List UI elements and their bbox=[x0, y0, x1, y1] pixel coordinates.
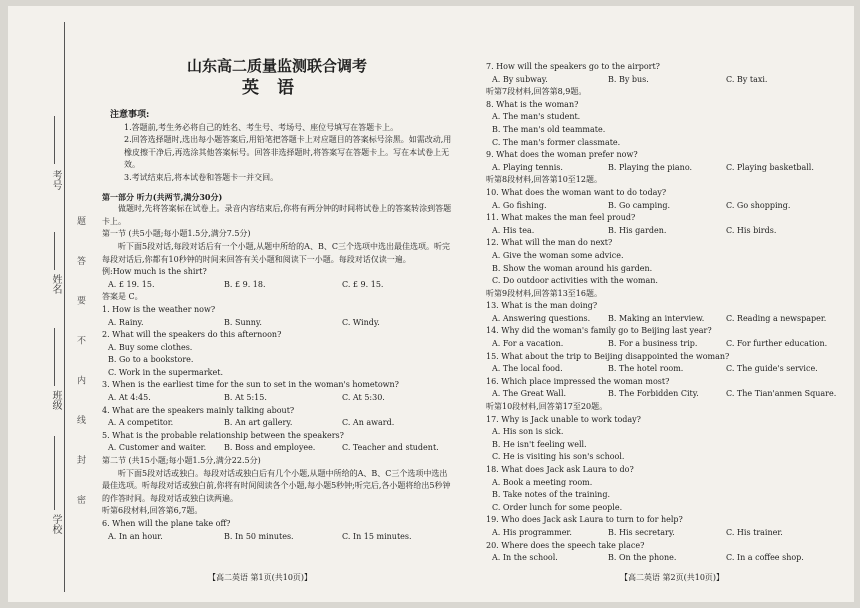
exam-number-label: 考号 bbox=[50, 170, 61, 190]
exam-number-blank bbox=[54, 116, 55, 164]
option: A. Book a meeting room. bbox=[492, 477, 593, 487]
option: C. The Tian'anmen Square. bbox=[726, 389, 837, 399]
binding-margin bbox=[8, 6, 94, 602]
option: C. His birds. bbox=[726, 225, 777, 235]
option: C. Work in the supermarket. bbox=[108, 367, 223, 377]
option: C. Reading a newspaper. bbox=[726, 313, 827, 323]
option: A. The man's student. bbox=[492, 112, 581, 122]
option: B. Playing the piano. bbox=[608, 162, 693, 172]
question-4-options bbox=[102, 417, 452, 430]
question-19-options bbox=[486, 527, 846, 540]
option: B. For a business trip. bbox=[608, 339, 698, 349]
option: A. Rainy. bbox=[108, 317, 144, 327]
option: C. In 15 minutes. bbox=[342, 531, 412, 541]
option: C. Go shopping. bbox=[726, 200, 791, 210]
option: A. £ 19. 15. bbox=[108, 279, 155, 289]
option: A. The local food. bbox=[492, 364, 563, 374]
option: A. In the school. bbox=[492, 553, 558, 563]
option: B. Go camping. bbox=[608, 200, 671, 210]
right-page bbox=[486, 61, 846, 565]
question-1-options bbox=[102, 317, 452, 330]
question-3-options bbox=[102, 392, 452, 405]
page-footer-left: 【高二英语 第1页(共10页)】 bbox=[208, 573, 313, 582]
option: B. His secretary. bbox=[608, 527, 675, 537]
option: A. His programmer. bbox=[492, 527, 572, 537]
option: C. By taxi. bbox=[726, 74, 768, 84]
question-16-options bbox=[486, 388, 846, 401]
school-label: 学校 bbox=[50, 514, 61, 534]
option: C. He is visiting his son's school. bbox=[492, 452, 625, 462]
option: C. Windy. bbox=[342, 317, 380, 327]
class-blank bbox=[54, 328, 55, 386]
question-20: 20. Where does the speech take place? bbox=[486, 540, 645, 550]
question-11: 11. What makes the man feel proud? bbox=[486, 213, 636, 223]
question-8: 8. What is the woman? bbox=[486, 99, 579, 109]
question-9-options bbox=[486, 162, 846, 175]
binding-line bbox=[64, 22, 65, 592]
option: A. His son is sick. bbox=[492, 427, 564, 437]
option: A. Give the woman some advice. bbox=[492, 250, 624, 260]
option: A. Playing tennis. bbox=[492, 162, 563, 172]
section-two-note: 听下面5段对话或独白。每段对话或独白后有几个小题,从题中所给的A、B、C三个选项中选出最佳选项。听每段对话或独白前,你将有时间阅读各个小题,每小题5秒钟;听完后,各小题将给出5秒钟的作答时间。每段对话或独白读两遍。 bbox=[102, 468, 451, 503]
question-10-options bbox=[486, 200, 846, 213]
name-blank bbox=[54, 232, 55, 270]
option: A. Buy some clothes. bbox=[108, 342, 193, 352]
option: C. £ 9. 15. bbox=[342, 279, 384, 289]
question-10: 10. What does the woman want to do today? bbox=[486, 187, 667, 197]
school-blank bbox=[54, 436, 55, 510]
page-footer-right: 【高二英语 第2页(共10页)】 bbox=[620, 573, 725, 582]
option: B. His garden. bbox=[608, 225, 667, 235]
question-11-options bbox=[486, 225, 846, 238]
option: C. At 5:30. bbox=[342, 393, 385, 403]
exam-sheet bbox=[8, 6, 854, 602]
question-19: 19. Who does Jack ask Laura to turn to for help? bbox=[486, 515, 683, 525]
question-18: 18. What does Jack ask Laura to do? bbox=[486, 465, 634, 474]
part-one-note: 做题时,先将答案标在试卷上。录音内容结束后,你将有两分钟的时间将试卷上的答案转涂到答题卡上。 bbox=[102, 204, 452, 226]
option: B. On the phone. bbox=[608, 553, 677, 563]
example-answer: 答案是 C。 bbox=[102, 292, 143, 302]
option: A. His tea. bbox=[492, 225, 535, 235]
question-6-options bbox=[102, 531, 452, 544]
section-one-heading: 第一节 (共5小题;每小题1.5分,满分7.5分) bbox=[102, 229, 251, 239]
seal-line-text: 题 答 要 不 内 线 封 密 bbox=[75, 216, 85, 519]
question-20-options bbox=[486, 552, 846, 565]
question-6: 6. When will the plane take off? bbox=[102, 519, 231, 528]
subject-title: 英语 bbox=[242, 78, 312, 98]
option: B. The hotel room. bbox=[608, 364, 684, 374]
question-1: 1. How is the weather now? bbox=[102, 304, 216, 314]
option: B. Show the woman around his garden. bbox=[492, 263, 653, 273]
question-15: 15. What about the trip to Beijing disappointed the woman? bbox=[486, 351, 730, 361]
question-3: 3. When is the earliest time for the sun to set in the woman's hometown? bbox=[102, 380, 399, 390]
option: C. Order lunch for some people. bbox=[492, 502, 623, 512]
option: A. A competitor. bbox=[108, 418, 174, 428]
question-15-options bbox=[486, 363, 846, 376]
question-2: 2. What will the speakers do this afternoon? bbox=[102, 330, 282, 340]
question-13-options bbox=[486, 313, 846, 326]
option: A. At 4:45. bbox=[108, 393, 151, 403]
question-7: 7. How will the speakers go to the airport? bbox=[486, 62, 660, 71]
question-17: 17. Why is Jack unable to work today? bbox=[486, 414, 641, 424]
option: B. The man's old teammate. bbox=[492, 124, 606, 134]
option: B. The Forbidden City. bbox=[608, 389, 699, 399]
option: B. £ 9. 18. bbox=[224, 279, 266, 289]
option: B. Making an interview. bbox=[608, 313, 705, 323]
option: C. The man's former classmate. bbox=[492, 137, 621, 147]
notes-heading: 注意事项: bbox=[110, 110, 150, 120]
option: B. At 5:15. bbox=[224, 393, 267, 403]
question-7-options bbox=[486, 74, 846, 87]
option: C. In a coffee shop. bbox=[726, 553, 804, 563]
question-13: 13. What is the man doing? bbox=[486, 301, 598, 311]
question-14: 14. Why did the woman's family go to Beijing last year? bbox=[486, 326, 712, 336]
name-label: 姓名 bbox=[50, 274, 61, 294]
part-one-heading: 第一部分 听力(共两节,满分30分) bbox=[102, 191, 223, 202]
note-2: 2.回答选择题时,选出每小题答案后,用铅笔把答题卡上对应题目的答案标号涂黑。如需改动,用橡皮擦干净后,再选涂其他答案标号。回答非选择题时,将答案写在答题卡上。写在本试卷上无效。 bbox=[124, 135, 452, 170]
option: B. He isn't feeling well. bbox=[492, 439, 587, 449]
question-4: 4. What are the speakers mainly talking about? bbox=[102, 405, 295, 415]
question-14-options bbox=[486, 338, 846, 351]
note-1: 1.答题前,考生务必将自己的姓名、考生号、考场号、座位号填写在答题卡上。 bbox=[124, 122, 399, 132]
left-page bbox=[102, 56, 452, 543]
option: B. Go to a bookstore. bbox=[108, 355, 194, 365]
material-9-instruction: 听第9段材料,回答第13至16题。 bbox=[486, 288, 602, 298]
option: A. Go fishing. bbox=[492, 200, 547, 210]
option: A. In an hour. bbox=[108, 531, 163, 541]
question-5-options bbox=[102, 442, 452, 455]
option: B. In 50 minutes. bbox=[224, 531, 294, 541]
option: C. For further education. bbox=[726, 339, 828, 349]
question-12: 12. What will the man do next? bbox=[486, 238, 613, 248]
option: A. The Great Wall. bbox=[492, 389, 567, 399]
option: A. Customer and waiter. bbox=[108, 443, 207, 453]
exam-title: 山东高二质量监测联合调考 bbox=[186, 57, 367, 75]
option: B. An art gallery. bbox=[224, 418, 293, 428]
question-16: 16. Which place impressed the woman most? bbox=[486, 376, 670, 386]
example-question: 例:How much is the shirt? bbox=[102, 267, 207, 277]
option: A. For a vacation. bbox=[492, 339, 564, 349]
material-7-instruction: 听第7段材料,回答第8,9题。 bbox=[486, 87, 587, 97]
option: A. Answering questions. bbox=[492, 313, 591, 323]
option: C. An award. bbox=[342, 418, 395, 428]
note-3: 3.考试结束后,将本试卷和答题卡一并交回。 bbox=[124, 172, 279, 182]
example-options bbox=[102, 279, 452, 292]
option: B. Take notes of the training. bbox=[492, 490, 610, 500]
option: B. By bus. bbox=[608, 74, 649, 84]
section-one-note: 听下面5段对话,每段对话后有一个小题,从题中所给的A、B、C三个选项中选出最佳选项。听完每段对话后,你都有10秒钟的时间来回答有关小题和阅读下一小题。每段对话仅读一遍。 bbox=[102, 241, 450, 264]
option: C. Do outdoor activities with the woman. bbox=[492, 276, 658, 286]
option: C. Teacher and student. bbox=[342, 443, 439, 453]
material-8-instruction: 听第8段材料,回答第10至12题。 bbox=[486, 175, 602, 185]
option: C. Playing basketball. bbox=[726, 162, 814, 172]
option: C. The guide's service. bbox=[726, 364, 818, 374]
option: C. His trainer. bbox=[726, 527, 783, 537]
option: B. Boss and employee. bbox=[224, 443, 316, 453]
material-6-instruction: 听第6段材料,回答第6,7题。 bbox=[102, 506, 203, 516]
class-label: 班级 bbox=[50, 390, 61, 410]
material-10-instruction: 听第10段材料,回答第17至20题。 bbox=[486, 402, 608, 412]
question-9: 9. What does the woman prefer now? bbox=[486, 150, 638, 160]
question-5: 5. What is the probable relationship between the speakers? bbox=[102, 430, 344, 440]
section-two-heading: 第二节 (共15小题;每小题1.5分,满分22.5分) bbox=[102, 456, 261, 466]
option: B. Sunny. bbox=[224, 317, 262, 327]
option: A. By subway. bbox=[492, 74, 548, 84]
